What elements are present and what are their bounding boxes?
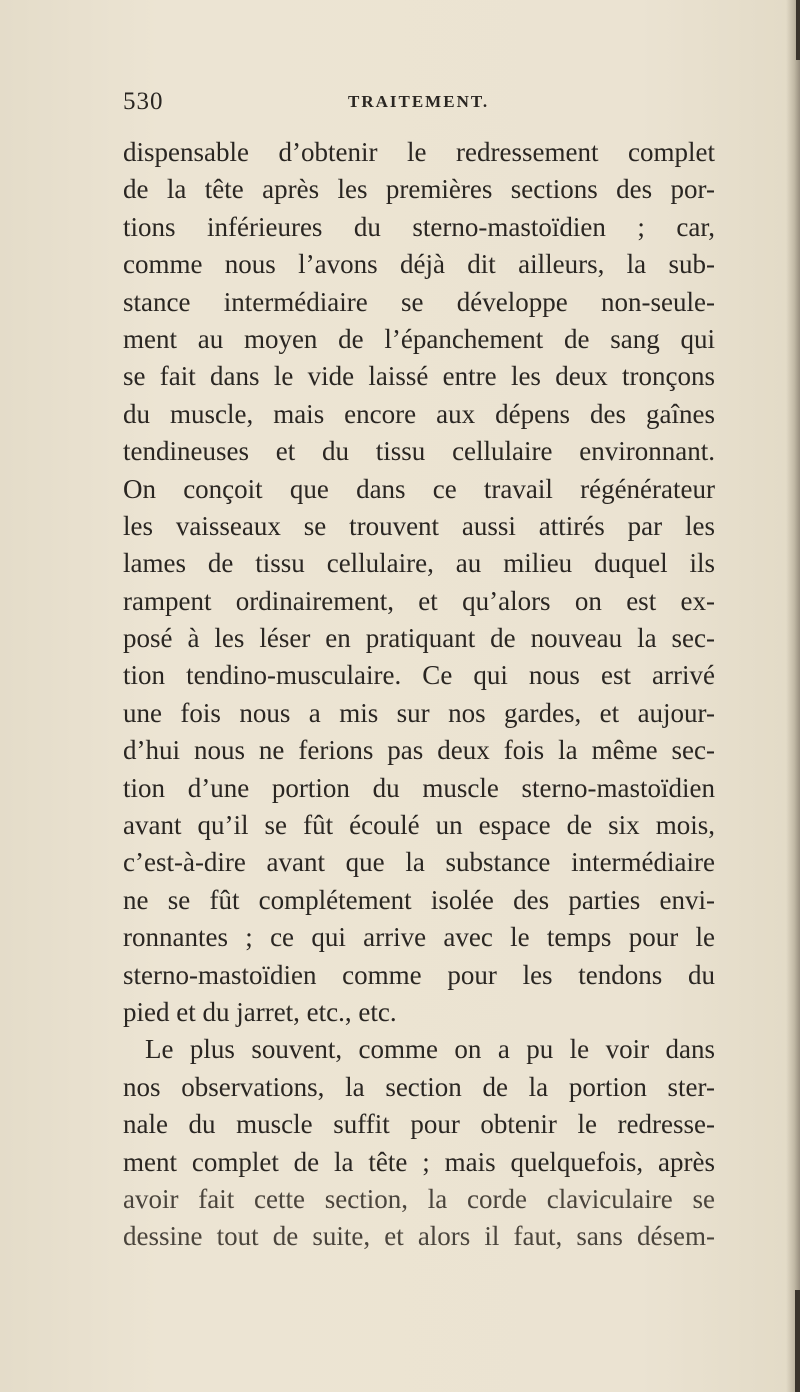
text-line: tion tendino-musculaire. Ce qui nous est arrivé (123, 660, 715, 691)
text-line: ment complet de la tête ; mais quelquefois, après (123, 1146, 715, 1177)
text-line: stance intermédiaire se développe non-seule- (123, 286, 715, 317)
text-line: c’est-à-dire avant que la substance intermédiaire (123, 847, 715, 878)
text-line: ronnantes ; ce qui arrive avec le temps pour le (123, 922, 715, 953)
text-line: dessine tout de suite, et alors il faut, sans désem- (123, 1221, 715, 1252)
text-line: comme nous l’avons déjà dit ailleurs, la sub- (123, 249, 715, 280)
text-line: se fait dans le vide laissé entre les deux tronçons (123, 361, 715, 392)
text-line: sterno-mastoïdien comme pour les tendons du (123, 959, 715, 990)
body-text (123, 134, 715, 1256)
text-line: du muscle, mais encore aux dépens des gaînes (123, 398, 715, 429)
text-line: avoir fait cette section, la corde claviculaire se (123, 1183, 715, 1214)
text-line: les vaisseaux se trouvent aussi attirés par les (123, 510, 715, 541)
text-line: rampent ordinairement, et qu’alors on est ex- (123, 585, 715, 616)
text-line: ne se fût complétement isolée des parties envi- (123, 884, 715, 915)
paragraph-start-line: Le plus souvent, comme on a pu le voir dans (145, 1034, 715, 1065)
text-line: de la tête après les premières sections des por- (123, 174, 715, 205)
text-line: nale du muscle suffit pour obtenir le redresse- (123, 1109, 715, 1140)
text-line: ment au moyen de l’épanchement de sang qui (123, 323, 715, 354)
text-line: On conçoit que dans ce travail régénérateur (123, 473, 715, 504)
page-header (123, 88, 683, 120)
text-line: avant qu’il se fût écoulé un espace de six mois, (123, 810, 715, 841)
text-line: dispensable d’obtenir le redressement complet (123, 137, 715, 167)
paragraph-end-line: pied et du jarret, etc., etc. (123, 996, 397, 1027)
text-line: nos observations, la section de la portion ster- (123, 1071, 715, 1102)
text-line: tendineuses et du tissu cellulaire environnant. (123, 436, 715, 467)
text-line: une fois nous a mis sur nos gardes, et aujour- (123, 697, 715, 728)
page-number: 530 (123, 88, 164, 115)
text-line: lames de tissu cellulaire, au milieu duquel ils (123, 548, 715, 579)
text-line: tions inférieures du sterno-mastoïdien ; car, (123, 211, 715, 242)
page-edge-mark (796, 0, 800, 60)
page-edge-mark (795, 1290, 800, 1392)
text-line: tion d’une portion du muscle sterno-mastoïdien (123, 772, 715, 803)
text-line: d’hui nous ne ferions pas deux fois la même sec- (123, 735, 715, 766)
text-line: posé à les léser en pratiquant de nouveau la sec- (123, 623, 715, 654)
running-head: TRAITEMENT. (348, 92, 490, 111)
page-edge-shadow (786, 0, 800, 1392)
